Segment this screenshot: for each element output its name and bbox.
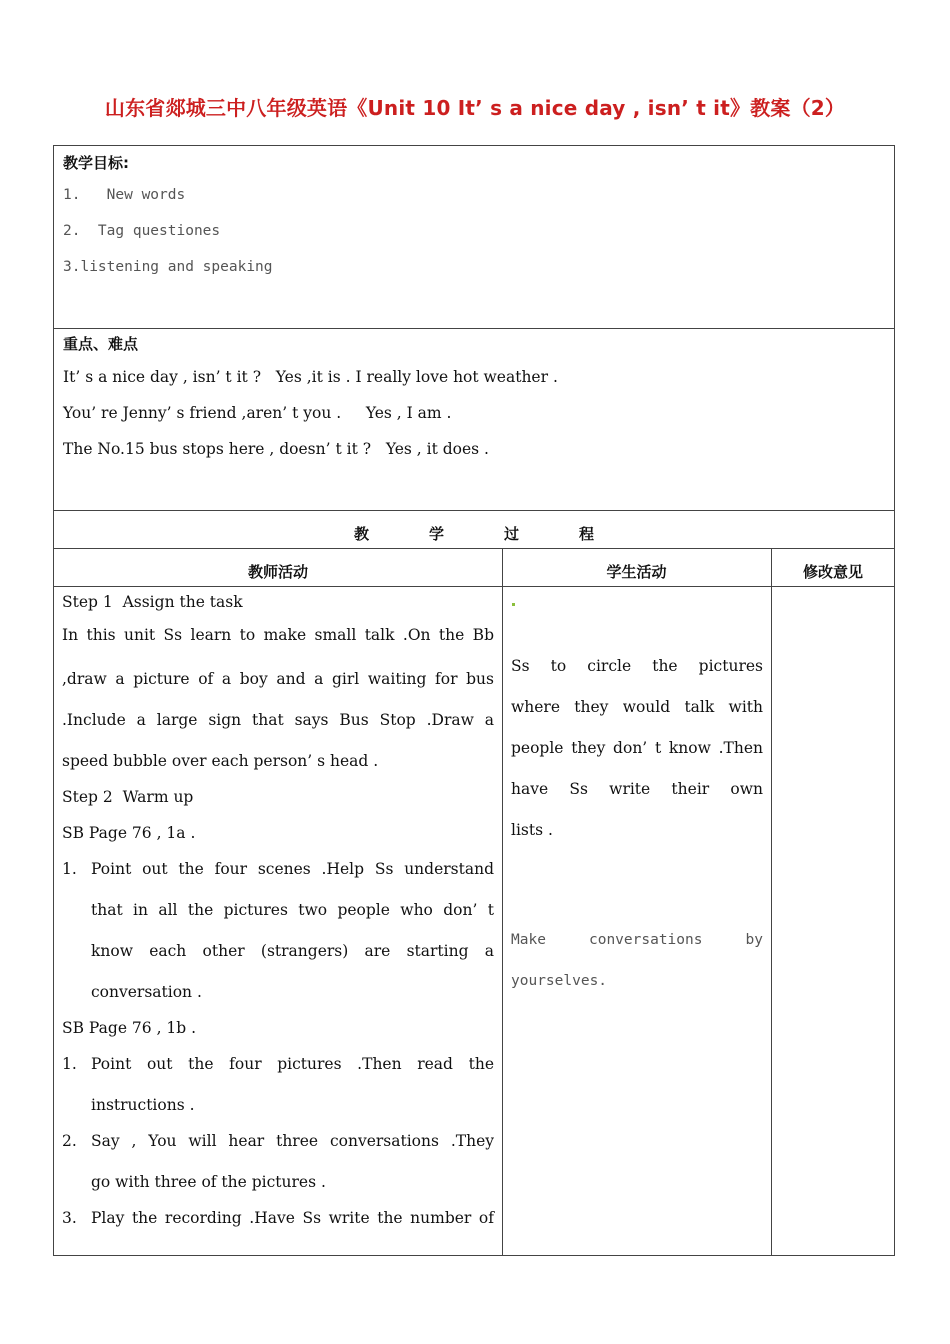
teacher-column-header: 教师活动 xyxy=(247,562,308,581)
teacher-text-line: go with three of the pictures . xyxy=(91,1173,326,1191)
spacer xyxy=(511,587,763,651)
teacher-text-line: know each other (strangers) are starting a xyxy=(91,942,494,960)
teacher-text-line: .Include a large sign that says Bus Stop .Draw a xyxy=(62,711,494,729)
textbook-page: SB Page 76 , 1a . xyxy=(62,824,196,842)
student-text-line: people they don’ t know .Then xyxy=(511,739,763,757)
student-text-line: Ss to circle the pictures xyxy=(511,657,763,675)
key-points-heading: 重点、难点 xyxy=(63,335,139,353)
key-point-line: It’ s a nice day , isn’ t it ? Yes ,it is . I really love hot weather . xyxy=(63,368,558,386)
teacher-text-line: Point out the four scenes .Help Ss understand xyxy=(91,860,494,878)
textbook-page: SB Page 76 , 1b . xyxy=(62,1019,197,1037)
teacher-text-line: speed bubble over each person’ s head . xyxy=(62,752,379,770)
step-title: Step 2 Warm up xyxy=(62,788,194,806)
item-number: 1. xyxy=(62,1055,77,1073)
student-text-line: have Ss write their own xyxy=(511,780,763,798)
item-number: 2. xyxy=(62,1132,77,1150)
objective-item: 1. New words xyxy=(63,187,186,203)
process-heading-char: 教 xyxy=(353,524,369,543)
key-point-line: You’ re Jenny’ s friend ,aren’ t you . Yes , I am . xyxy=(63,404,452,422)
teacher-text-line: Say , You will hear three conversations .They xyxy=(91,1132,494,1150)
student-text-line: yourselves. xyxy=(511,973,608,989)
numbered-item xyxy=(62,854,494,1013)
numbered-item xyxy=(62,1049,494,1126)
student-text-line: Make conversations by xyxy=(511,932,763,948)
divider xyxy=(54,510,894,511)
student-activities xyxy=(511,587,763,1007)
objectives-heading: 教学目标: xyxy=(63,154,129,172)
process-heading xyxy=(54,513,894,553)
key-point-line: The No.15 bus stops here , doesn’ t it ? Yes , it does . xyxy=(63,440,489,458)
objective-item: 2. Tag questiones xyxy=(63,223,221,239)
process-heading-char: 学 xyxy=(428,524,444,543)
stray-mark xyxy=(512,603,515,606)
teacher-activities xyxy=(62,587,494,1239)
spacer xyxy=(511,856,763,925)
student-text-line: lists . xyxy=(511,821,553,839)
process-heading-char: 过 xyxy=(504,524,520,543)
divider xyxy=(54,328,894,329)
teacher-text-line: Point out the four pictures .Then read the xyxy=(91,1055,494,1073)
numbered-item xyxy=(62,1126,494,1203)
item-number: 3. xyxy=(62,1209,77,1227)
student-column-header: 学生活动 xyxy=(606,562,667,581)
revision-column-header: 修改意见 xyxy=(802,562,863,581)
document-title: 山东省郯城三中八年级英语《Unit 10 It’ s a nice day , isn’ t it》教案（2） xyxy=(104,96,846,120)
teacher-text-line: ,draw a picture of a boy and a girl waiting for bus xyxy=(62,670,494,688)
teacher-text-line: that in all the pictures two people who don’ t xyxy=(91,901,494,919)
student-text-line: where they would talk with xyxy=(511,698,763,716)
numbered-item xyxy=(62,1203,494,1239)
divider xyxy=(502,548,503,1256)
objective-item: 3.listening and speaking xyxy=(63,259,273,275)
item-number: 1. xyxy=(62,860,77,878)
lesson-plan-table xyxy=(53,145,895,1256)
divider xyxy=(771,548,772,1256)
process-heading-char: 程 xyxy=(579,524,595,543)
step-title: Step 1 Assign the task xyxy=(62,593,243,611)
teacher-text-line: instructions . xyxy=(91,1096,195,1114)
teacher-text-line: In this unit Ss learn to make small talk .On the Bb xyxy=(62,626,494,644)
teacher-text-line: conversation . xyxy=(91,983,202,1001)
teacher-text-line: Play the recording .Have Ss write the number of xyxy=(91,1209,494,1227)
